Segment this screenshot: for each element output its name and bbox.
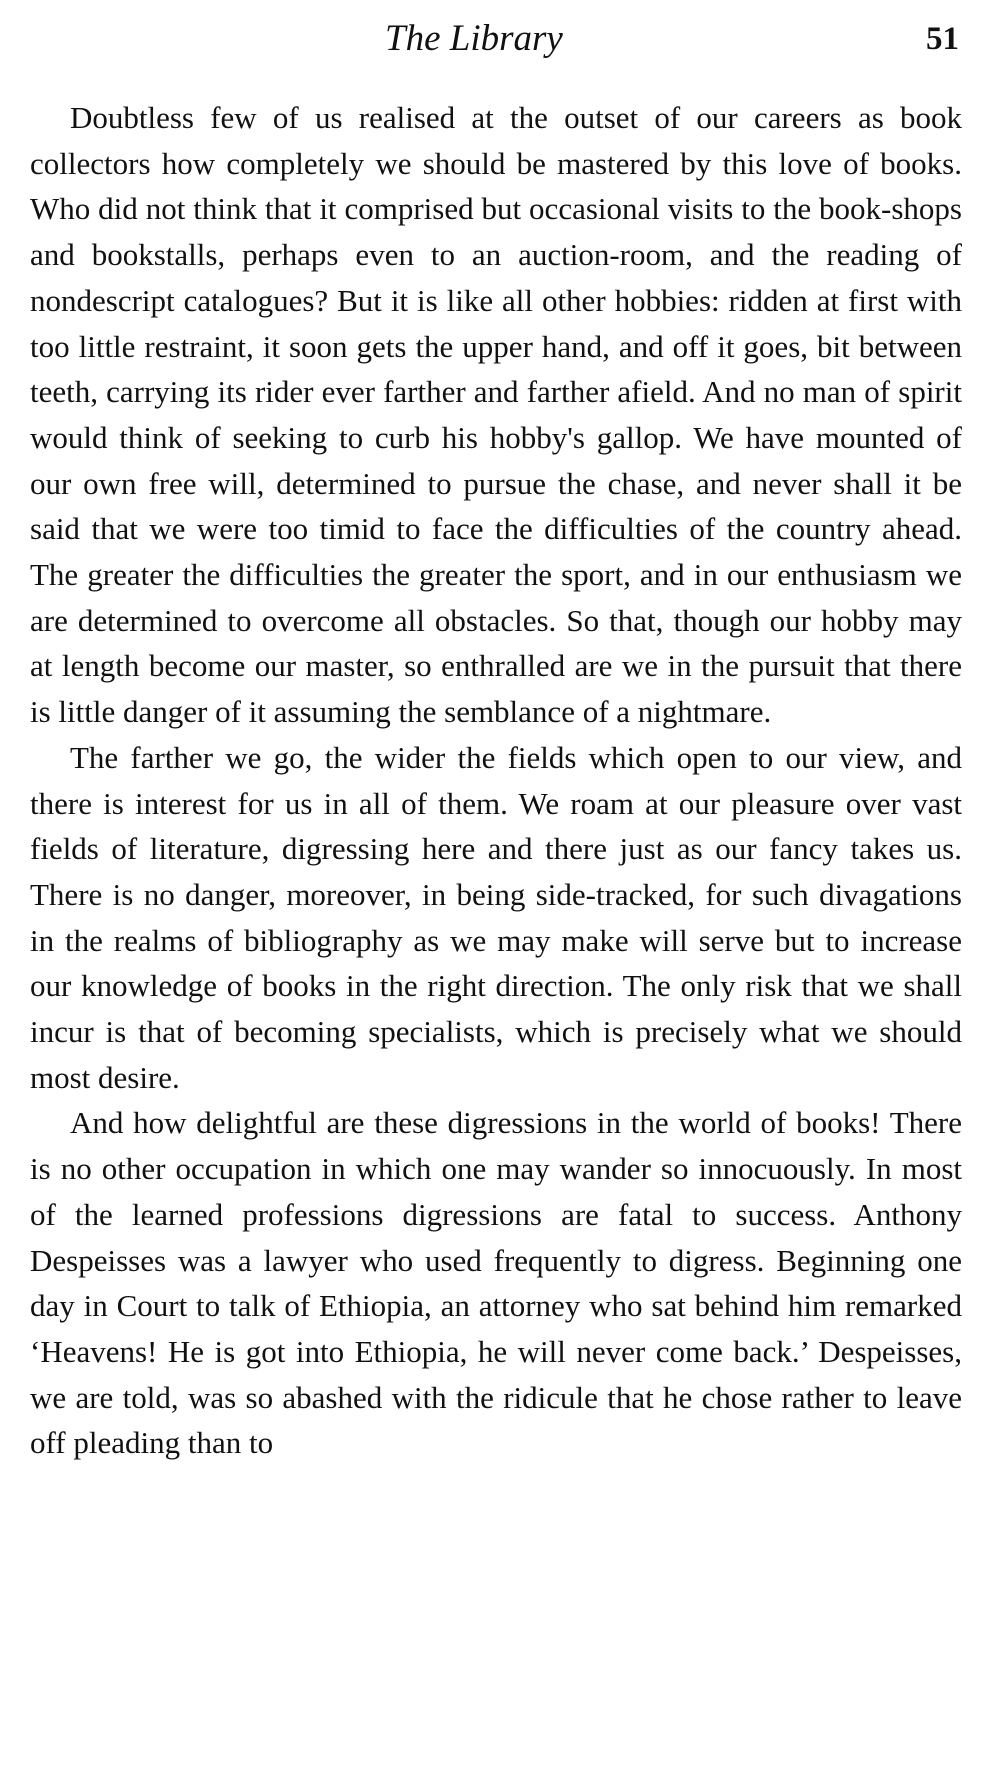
- running-head: [0, 14, 1000, 64]
- paragraph: And how delightful are these digressions in the world of books! There is no other occupation in which one may wander so innocuously. In most of the learned professions digressions are fatal to success. Anthony Despeisses was a lawyer who used frequently to digress. Beginning one day in Court to talk of Ethiopia, an attorney who sat behind him remarked ‘Heavens! He is got into Ethiopia, he will never come back.’ Despeisses, we are told, was so abashed with the ridicule that he chose rather to leave off pleading than to: [30, 1105, 962, 1461]
- paragraph: The farther we go, the wider the fields which open to our view, and there is interest for us in all of them. We roam at our pleasure over vast fields of literature, digressing here and there just as our fancy takes us. There is no danger, moreover, in being side-tracked, for such divagations in the realms of bibliography as we may make will serve but to increase our knowledge of books in the right direction. The only risk that we shall incur is that of becoming specialists, which is precisely what we should most desire.: [30, 739, 962, 1095]
- page-number: 51: [926, 21, 959, 57]
- paragraph: Doubtless few of us realised at the outset of our careers as book collectors how completely we should be mastered by this love of books. Who did not think that it comprised but occasional visits to the book-shops and bookstalls, perhaps even to an auction-room, and the reading of nondescript catalogues? But it is like all other hobbies: ridden at first with too little restraint, it soon gets the upper hand, and off it goes, bit between teeth, carrying its rider ever farther and farther afield. And no man of spirit would think of seeking to curb his hobby's gallop. We have mounted of our own free will, determined to pursue the chase, and never shall it be said that we were too timid to face the difficulties of the country ahead. The greater the difficulties the greater the sport, and in our enthusiasm we are determined to overcome all obstacles. So that, though our hobby may at length become our master, so enthralled are we in the pursuit that there is little danger of it assuming the semblance of a nightmare.: [30, 100, 962, 730]
- body-text: [30, 95, 962, 1466]
- running-title: The Library: [385, 18, 563, 59]
